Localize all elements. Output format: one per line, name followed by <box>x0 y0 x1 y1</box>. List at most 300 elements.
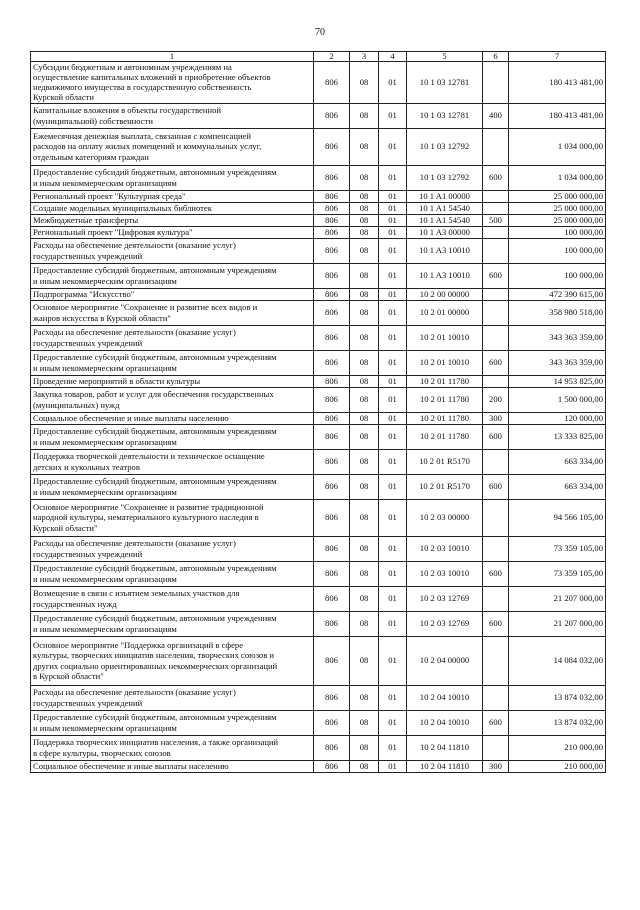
row-section: 08 <box>350 710 379 735</box>
row-subsection: 01 <box>379 62 407 104</box>
table-row <box>31 325 606 350</box>
row-amount: 120 000,00 <box>509 412 606 424</box>
row-target-article: 10 2 01 11780 <box>407 387 483 412</box>
row-expense-type: 300 <box>483 760 509 772</box>
table-row <box>31 288 606 300</box>
row-subsection: 01 <box>379 128 407 165</box>
row-target-article: 10 2 01 11780 <box>407 412 483 424</box>
table-row <box>31 735 606 760</box>
row-description <box>31 350 314 375</box>
row-description <box>31 499 314 536</box>
description-line: Расходы на обеспечение деятельности (оказание услуг) <box>33 240 236 251</box>
row-subsection: 01 <box>379 611 407 636</box>
row-subsection: 01 <box>379 387 407 412</box>
description-line: Курской области" <box>33 522 98 533</box>
row-expense-type <box>483 202 509 214</box>
row-expense-type <box>483 226 509 238</box>
row-expense-type <box>483 62 509 104</box>
row-expense-type: 600 <box>483 424 509 449</box>
row-target-article: 10 2 01 10010 <box>407 350 483 375</box>
row-section: 08 <box>350 325 379 350</box>
row-description <box>31 424 314 449</box>
row-description <box>31 214 314 226</box>
row-target-article: 10 2 03 10010 <box>407 536 483 561</box>
description-line: Поддержка творческой деятельности и техническое оснащение <box>33 451 265 462</box>
row-expense-type: 600 <box>483 263 509 288</box>
row-amount: 73 359 105,00 <box>509 561 606 586</box>
row-section: 08 <box>350 387 379 412</box>
row-target-article: 10 1 03 12792 <box>407 128 483 165</box>
description-line: Создание модельных муниципальных библиотек <box>33 202 212 213</box>
row-description <box>31 62 314 104</box>
row-description <box>31 190 314 202</box>
row-subsection: 01 <box>379 190 407 202</box>
row-admin-code: 806 <box>314 387 350 412</box>
row-admin-code: 806 <box>314 474 350 499</box>
table-row <box>31 128 606 165</box>
table-row <box>31 202 606 214</box>
row-target-article: 10 2 03 10010 <box>407 561 483 586</box>
description-line: Расходы на обеспечение деятельности (оказание услуг) <box>33 538 236 549</box>
row-expense-type <box>483 300 509 325</box>
row-subsection: 01 <box>379 685 407 710</box>
description-line: Региональный проект "Культурная среда" <box>33 190 186 201</box>
row-description <box>31 202 314 214</box>
row-target-article: 10 2 04 10010 <box>407 685 483 710</box>
row-subsection: 01 <box>379 449 407 474</box>
table-row <box>31 263 606 288</box>
table-row <box>31 190 606 202</box>
row-section: 08 <box>350 202 379 214</box>
row-subsection: 01 <box>379 499 407 536</box>
row-description <box>31 685 314 710</box>
row-section: 08 <box>350 636 379 685</box>
row-description <box>31 103 314 128</box>
description-line: расходов на оплату жилых помещений и коммунальных услуг, <box>33 141 262 152</box>
description-line: государственных учреждений <box>33 697 143 708</box>
row-amount: 94 566 105,00 <box>509 499 606 536</box>
page-number: 70 <box>315 27 325 38</box>
description-line: и иным некоммерческим организациям <box>33 436 177 447</box>
row-description <box>31 288 314 300</box>
row-subsection: 01 <box>379 636 407 685</box>
row-amount: 343 363 359,00 <box>509 350 606 375</box>
header-col-2: 2 <box>314 52 350 62</box>
row-amount: 210 000,00 <box>509 760 606 772</box>
row-expense-type: 600 <box>483 350 509 375</box>
row-target-article: 10 2 03 00000 <box>407 499 483 536</box>
row-section: 08 <box>350 760 379 772</box>
row-amount: 100 000,00 <box>509 263 606 288</box>
row-target-article: 10 2 04 11810 <box>407 735 483 760</box>
row-admin-code: 806 <box>314 226 350 238</box>
row-admin-code: 806 <box>314 586 350 611</box>
table-row <box>31 586 606 611</box>
description-line: Основное мероприятие "Сохранение и развитие всех видов и <box>33 302 258 313</box>
row-subsection: 01 <box>379 214 407 226</box>
row-amount: 100 000,00 <box>509 226 606 238</box>
table-row <box>31 636 606 685</box>
description-line: Предоставление субсидий бюджетным, автономным учреждениям <box>33 352 277 363</box>
row-target-article: 10 1 03 12792 <box>407 165 483 190</box>
row-admin-code: 806 <box>314 449 350 474</box>
row-subsection: 01 <box>379 263 407 288</box>
row-admin-code: 806 <box>314 735 350 760</box>
budget-table <box>30 51 606 773</box>
table-row <box>31 474 606 499</box>
row-subsection: 01 <box>379 536 407 561</box>
table-row <box>31 499 606 536</box>
row-amount: 25 000 000,00 <box>509 202 606 214</box>
row-amount: 343 363 359,00 <box>509 325 606 350</box>
description-line: государственных нужд <box>33 598 117 609</box>
row-admin-code: 806 <box>314 325 350 350</box>
row-amount: 663 334,00 <box>509 449 606 474</box>
row-amount: 13 874 032,00 <box>509 710 606 735</box>
description-line: и иным некоммерческим организациям <box>33 275 177 286</box>
row-description <box>31 238 314 263</box>
table-row <box>31 561 606 586</box>
description-line: Предоставление субсидий бюджетным, автономным учреждениям <box>33 167 277 178</box>
row-section: 08 <box>350 226 379 238</box>
row-subsection: 01 <box>379 412 407 424</box>
row-admin-code: 806 <box>314 128 350 165</box>
row-target-article: 10 2 04 00000 <box>407 636 483 685</box>
description-line: Возмещение в связи с изъятием земельных участков для <box>33 588 240 599</box>
row-target-article: 10 2 03 12769 <box>407 586 483 611</box>
description-line: культуры, творческих инициатив населения, творческих союзов и <box>33 650 275 661</box>
row-amount: 1 500 000,00 <box>509 387 606 412</box>
row-section: 08 <box>350 586 379 611</box>
row-section: 08 <box>350 412 379 424</box>
table-row <box>31 165 606 190</box>
row-description <box>31 300 314 325</box>
description-line: Предоставление субсидий бюджетным, автономным учреждениям <box>33 426 277 437</box>
row-section: 08 <box>350 449 379 474</box>
description-line: Основное мероприятие "Сохранение и развитие традиционной <box>33 502 264 513</box>
row-description <box>31 710 314 735</box>
row-section: 08 <box>350 561 379 586</box>
description-line: осуществление капитальных вложений в приобретение объектов <box>33 72 271 83</box>
table-row <box>31 214 606 226</box>
row-description <box>31 760 314 772</box>
description-line: Предоставление субсидий бюджетным, автономным учреждениям <box>33 613 277 624</box>
row-target-article: 10 2 01 11780 <box>407 424 483 449</box>
description-line: Расходы на обеспечение деятельности (оказание услуг) <box>33 687 236 698</box>
description-line: и иным некоммерческим организациям <box>33 722 177 733</box>
row-admin-code: 806 <box>314 499 350 536</box>
row-target-article: 10 2 04 10010 <box>407 710 483 735</box>
row-expense-type: 600 <box>483 165 509 190</box>
description-line: в сфере культуры, творческих союзов <box>33 747 171 758</box>
row-expense-type <box>483 128 509 165</box>
row-amount: 14 084 032,00 <box>509 636 606 685</box>
row-admin-code: 806 <box>314 636 350 685</box>
row-expense-type: 300 <box>483 412 509 424</box>
row-description <box>31 387 314 412</box>
row-subsection: 01 <box>379 760 407 772</box>
table-row <box>31 238 606 263</box>
row-admin-code: 806 <box>314 288 350 300</box>
row-section: 08 <box>350 214 379 226</box>
row-expense-type: 500 <box>483 214 509 226</box>
header-col-5: 5 <box>407 52 483 62</box>
row-amount: 358 980 518,00 <box>509 300 606 325</box>
description-line: Предоставление субсидий бюджетным, автономным учреждениям <box>33 712 277 723</box>
description-line: и иным некоммерческим организациям <box>33 486 177 497</box>
row-target-article: 10 2 01 00000 <box>407 300 483 325</box>
row-description <box>31 735 314 760</box>
table-row <box>31 611 606 636</box>
row-admin-code: 806 <box>314 202 350 214</box>
row-admin-code: 806 <box>314 611 350 636</box>
row-description <box>31 128 314 165</box>
row-target-article: 10 1 A1 00000 <box>407 190 483 202</box>
row-target-article: 10 1 A3 10010 <box>407 263 483 288</box>
row-admin-code: 806 <box>314 412 350 424</box>
description-line: Подпрограмма "Искусство" <box>33 288 135 299</box>
row-description <box>31 412 314 424</box>
header-col-7: 7 <box>509 52 606 62</box>
row-amount: 210 000,00 <box>509 735 606 760</box>
description-line: в Курской области" <box>33 670 104 681</box>
description-line: Капитальные вложения в объекты государственной <box>33 105 221 116</box>
description-line: Социальное обеспечение и иные выплаты населению <box>33 412 229 423</box>
row-amount: 13 874 032,00 <box>509 685 606 710</box>
row-expense-type: 200 <box>483 387 509 412</box>
row-target-article: 10 2 01 R5170 <box>407 449 483 474</box>
row-expense-type: 600 <box>483 611 509 636</box>
header-col-3: 3 <box>350 52 379 62</box>
row-subsection: 01 <box>379 300 407 325</box>
description-line: Предоставление субсидий бюджетным, автономным учреждениям <box>33 563 277 574</box>
row-section: 08 <box>350 238 379 263</box>
row-admin-code: 806 <box>314 300 350 325</box>
row-section: 08 <box>350 190 379 202</box>
row-expense-type: 400 <box>483 103 509 128</box>
description-line: государственных учреждений <box>33 250 143 261</box>
row-subsection: 01 <box>379 586 407 611</box>
table-row <box>31 62 606 104</box>
description-line: Проведение мероприятий в области культуры <box>33 375 201 386</box>
row-description <box>31 536 314 561</box>
row-section: 08 <box>350 611 379 636</box>
description-line: государственных учреждений <box>33 548 143 559</box>
row-target-article: 10 2 01 11780 <box>407 375 483 387</box>
row-section: 08 <box>350 499 379 536</box>
row-target-article: 10 2 01 10010 <box>407 325 483 350</box>
row-subsection: 01 <box>379 226 407 238</box>
header-col-1: 1 <box>31 52 314 62</box>
row-amount: 180 413 481,00 <box>509 62 606 104</box>
row-amount: 180 413 481,00 <box>509 103 606 128</box>
row-description <box>31 226 314 238</box>
header-col-6: 6 <box>483 52 509 62</box>
row-description <box>31 611 314 636</box>
row-expense-type <box>483 288 509 300</box>
row-subsection: 01 <box>379 202 407 214</box>
description-line: жанров искусства в Курской области" <box>33 312 171 323</box>
table-row <box>31 710 606 735</box>
table-body <box>31 62 606 773</box>
description-line: государственных учреждений <box>33 337 143 348</box>
description-line: (муниципальных) нужд <box>33 399 120 410</box>
row-target-article: 10 2 00 00000 <box>407 288 483 300</box>
row-description <box>31 586 314 611</box>
description-line: недвижимого имущества в государственную собственность <box>33 82 252 93</box>
table-row <box>31 449 606 474</box>
row-section: 08 <box>350 165 379 190</box>
row-target-article: 10 1 03 12781 <box>407 103 483 128</box>
row-section: 08 <box>350 350 379 375</box>
table-row <box>31 300 606 325</box>
description-line: Курской области <box>33 92 95 103</box>
row-amount: 1 034 000,00 <box>509 165 606 190</box>
table-header <box>31 52 606 62</box>
row-target-article: 10 1 A3 10010 <box>407 238 483 263</box>
row-expense-type <box>483 238 509 263</box>
description-line: Поддержка творческих инициатив населения, а также организаций <box>33 737 279 748</box>
row-target-article: 10 1 A1 54540 <box>407 214 483 226</box>
row-amount: 25 000 000,00 <box>509 190 606 202</box>
description-line: Закупка товаров, работ и услуг для обеспечения государственных <box>33 389 274 400</box>
header-col-4: 4 <box>379 52 407 62</box>
row-section: 08 <box>350 685 379 710</box>
description-line: детских и кукольных театров <box>33 461 140 472</box>
row-subsection: 01 <box>379 325 407 350</box>
row-amount: 21 207 000,00 <box>509 611 606 636</box>
row-section: 08 <box>350 424 379 449</box>
row-expense-type <box>483 685 509 710</box>
row-section: 08 <box>350 263 379 288</box>
description-line: других социально ориентированных некоммерческих организаций <box>33 660 278 671</box>
row-expense-type <box>483 190 509 202</box>
table-row <box>31 412 606 424</box>
row-expense-type: 600 <box>483 710 509 735</box>
row-subsection: 01 <box>379 103 407 128</box>
description-line: Предоставление субсидий бюджетным, автономным учреждениям <box>33 476 277 487</box>
row-subsection: 01 <box>379 710 407 735</box>
row-section: 08 <box>350 103 379 128</box>
row-amount: 1 034 000,00 <box>509 128 606 165</box>
row-subsection: 01 <box>379 165 407 190</box>
row-subsection: 01 <box>379 288 407 300</box>
row-subsection: 01 <box>379 735 407 760</box>
row-subsection: 01 <box>379 350 407 375</box>
row-description <box>31 561 314 586</box>
row-admin-code: 806 <box>314 103 350 128</box>
row-admin-code: 806 <box>314 685 350 710</box>
description-line: Предоставление субсидий бюджетным, автономным учреждениям <box>33 265 277 276</box>
table-row <box>31 760 606 772</box>
row-admin-code: 806 <box>314 165 350 190</box>
description-line: Расходы на обеспечение деятельности (оказание услуг) <box>33 327 236 338</box>
description-line: Социальное обеспечение и иные выплаты населению <box>33 760 229 771</box>
row-amount: 14 953 825,00 <box>509 375 606 387</box>
row-description <box>31 636 314 685</box>
description-line: Межбюджетные трансферты <box>33 214 139 225</box>
description-line: и иным некоммерческим организациям <box>33 362 177 373</box>
row-section: 08 <box>350 474 379 499</box>
table-row <box>31 375 606 387</box>
table-row <box>31 685 606 710</box>
table-row <box>31 536 606 561</box>
table-row <box>31 226 606 238</box>
description-line: народной культуры, нематериального культурного наследия в <box>33 512 259 523</box>
table-row <box>31 350 606 375</box>
row-admin-code: 806 <box>314 62 350 104</box>
row-section: 08 <box>350 536 379 561</box>
row-expense-type <box>483 735 509 760</box>
row-admin-code: 806 <box>314 375 350 387</box>
row-section: 08 <box>350 300 379 325</box>
row-expense-type <box>483 499 509 536</box>
row-admin-code: 806 <box>314 760 350 772</box>
row-expense-type <box>483 586 509 611</box>
row-section: 08 <box>350 735 379 760</box>
row-expense-type: 600 <box>483 561 509 586</box>
row-amount: 663 334,00 <box>509 474 606 499</box>
row-amount: 21 207 000,00 <box>509 586 606 611</box>
row-admin-code: 806 <box>314 561 350 586</box>
row-target-article: 10 2 04 11810 <box>407 760 483 772</box>
row-expense-type <box>483 449 509 474</box>
description-line: Основное мероприятие "Поддержка организаций в сфере <box>33 640 244 651</box>
row-admin-code: 806 <box>314 238 350 263</box>
row-amount: 73 359 105,00 <box>509 536 606 561</box>
description-line: Региональный проект "Цифровая культура" <box>33 226 193 237</box>
row-description <box>31 325 314 350</box>
row-subsection: 01 <box>379 474 407 499</box>
row-section: 08 <box>350 128 379 165</box>
row-description <box>31 263 314 288</box>
description-line: и иным некоммерческим организациям <box>33 177 177 188</box>
row-expense-type <box>483 375 509 387</box>
row-admin-code: 806 <box>314 263 350 288</box>
row-subsection: 01 <box>379 238 407 263</box>
row-target-article: 10 1 A1 54540 <box>407 202 483 214</box>
row-subsection: 01 <box>379 424 407 449</box>
row-admin-code: 806 <box>314 536 350 561</box>
table-row <box>31 424 606 449</box>
description-line: и иным некоммерческим организациям <box>33 623 177 634</box>
row-amount: 25 000 000,00 <box>509 214 606 226</box>
description-line: и иным некоммерческим организациям <box>33 573 177 584</box>
row-amount: 100 000,00 <box>509 238 606 263</box>
row-subsection: 01 <box>379 375 407 387</box>
description-line: отдельным категориям граждан <box>33 151 149 162</box>
row-admin-code: 806 <box>314 710 350 735</box>
row-description <box>31 375 314 387</box>
row-expense-type <box>483 636 509 685</box>
row-description <box>31 165 314 190</box>
row-expense-type <box>483 536 509 561</box>
row-expense-type <box>483 325 509 350</box>
row-description <box>31 449 314 474</box>
row-section: 08 <box>350 62 379 104</box>
row-target-article: 10 1 03 12781 <box>407 62 483 104</box>
row-admin-code: 806 <box>314 190 350 202</box>
row-admin-code: 806 <box>314 214 350 226</box>
header-row <box>31 52 606 62</box>
row-description <box>31 474 314 499</box>
row-expense-type: 600 <box>483 474 509 499</box>
row-amount: 13 333 825,00 <box>509 424 606 449</box>
row-subsection: 01 <box>379 561 407 586</box>
row-amount: 472 390 615,00 <box>509 288 606 300</box>
description-line: Ежемесячная денежная выплата, связанная с компенсацией <box>33 131 251 142</box>
table-row <box>31 103 606 128</box>
